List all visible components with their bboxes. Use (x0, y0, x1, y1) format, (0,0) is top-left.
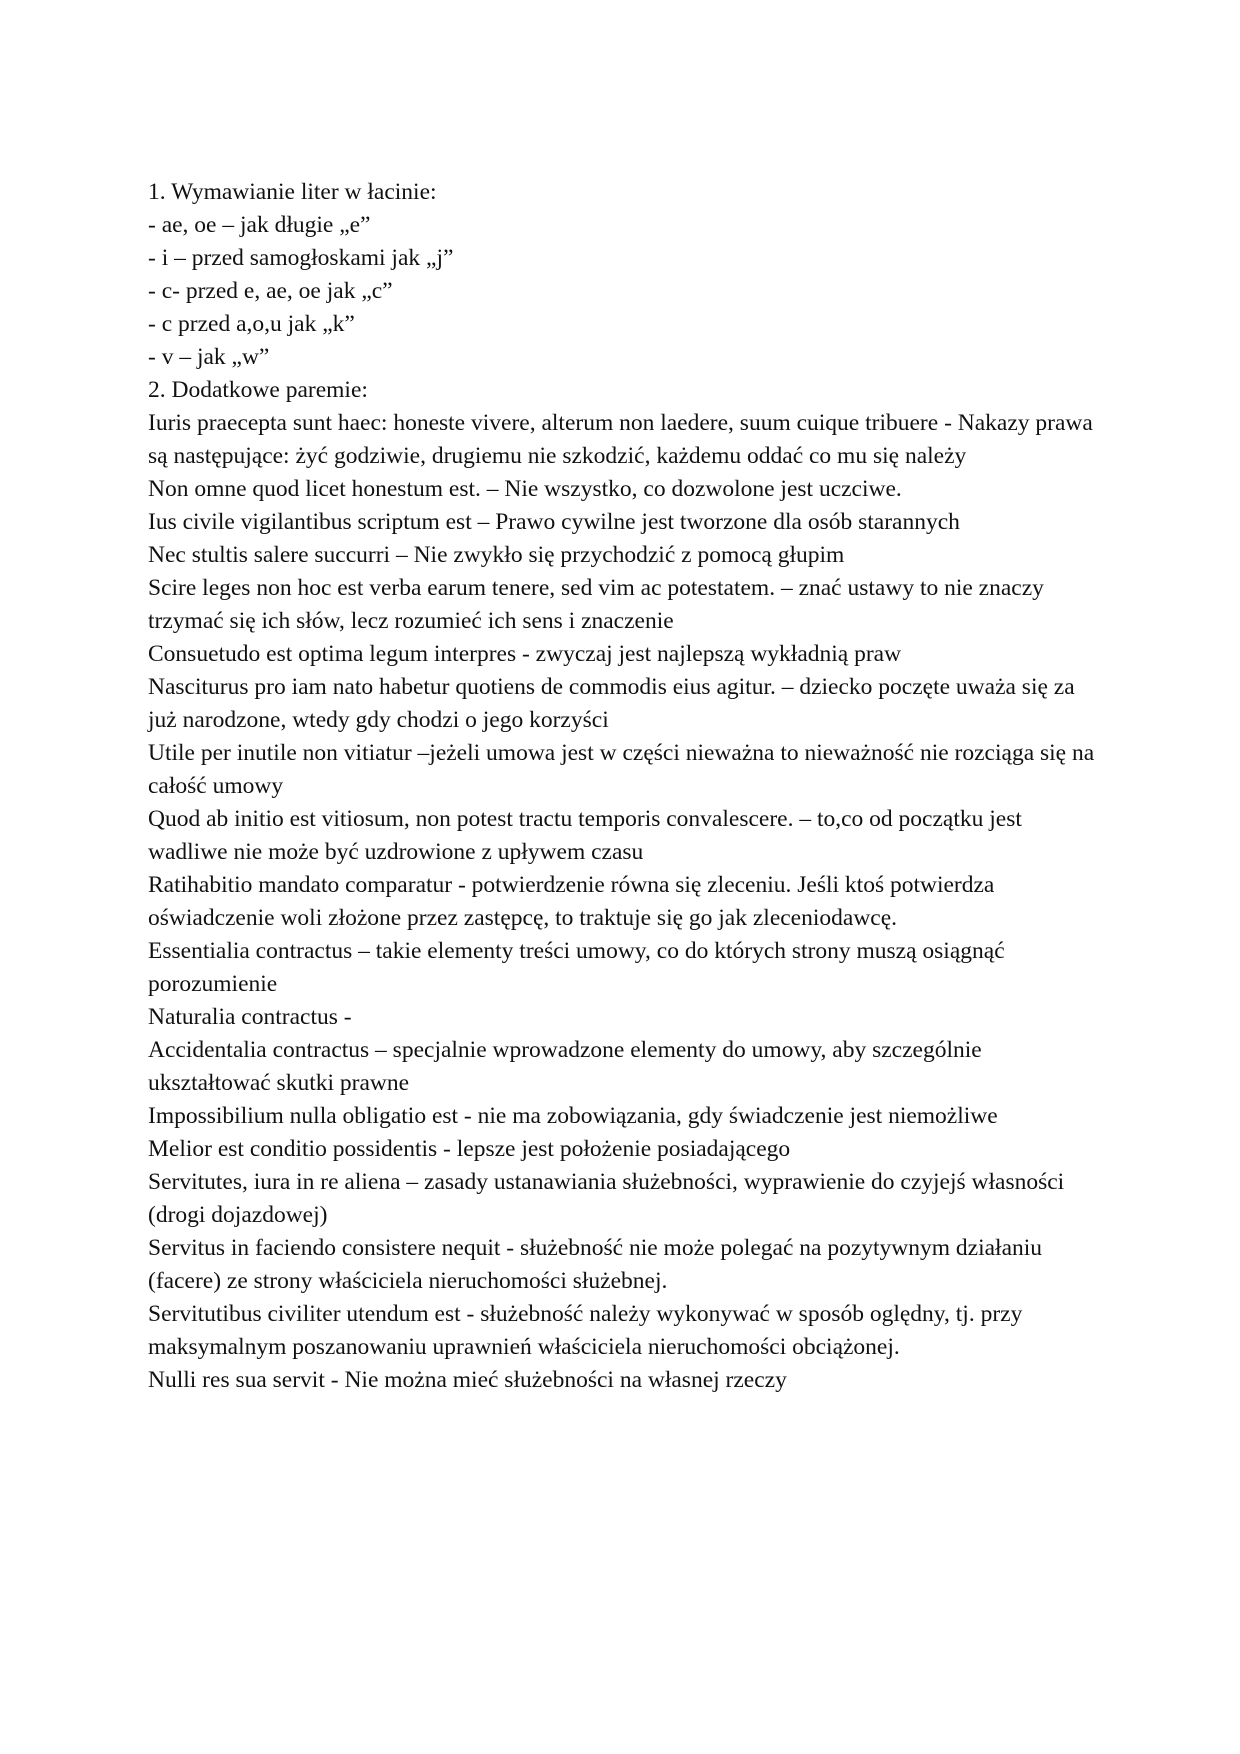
paremia-item: Servitus in faciendo consistere nequit - służebność nie może polegać na pozytywnym działaniu (facere) ze strony właściciela nieruchomości służebnej. (148, 1235, 1043, 1294)
document-body (148, 176, 1098, 1397)
paremia-item: Nulli res sua servit - Nie można mieć służebności na własnej rzeczy (148, 1367, 787, 1393)
paremia-item: Nasciturus pro iam nato habetur quotiens de commodis eius agitur. – dziecko poczęte uważa się za już narodzone, wtedy gdy chodzi o jego korzyści (148, 674, 1075, 733)
paremia-item: Quod ab initio est vitiosum, non potest tractu temporis convalescere. – to,co od początku jest wadliwe nie może być uzdrowione z upływem czasu (148, 806, 1022, 865)
paremia-item: Melior est conditio possidentis - lepsze jest położenie posiadającego (148, 1136, 791, 1162)
paremia-item: Servitutibus civiliter utendum est - służebność należy wykonywać w sposób oględny, tj. przy maksymalnym poszanowaniu uprawnień właściciela nieruchomości obciążonej. (148, 1301, 1023, 1360)
pronunciation-rule-c-soft: - c- przed e, ae, oe jak „c” (148, 278, 393, 304)
paremia-item: Servitutes, iura in re aliena – zasady ustanawiania służebności, wyprawienie do czyjejś własności (drogi dojazdowej) (148, 1169, 1065, 1228)
paremia-item: Scire leges non hoc est verba earum tenere, sed vim ac potestatem. – znać ustawy to nie znaczy trzymać się ich słów, lecz rozumieć ich sens i znaczenie (148, 575, 1044, 634)
paremia-item: Impossibilium nulla obligatio est - nie ma zobowiązania, gdy świadczenie jest niemożliwe (148, 1103, 998, 1129)
paremia-item: Ius civile vigilantibus scriptum est – Prawo cywilne jest tworzone dla osób starannych (148, 509, 960, 535)
paremia-item: Non omne quod licet honestum est. – Nie wszystko, co dozwolone jest uczciwe. (148, 476, 902, 502)
pronunciation-rule-ae-oe: - ae, oe – jak długie „e” (148, 212, 371, 238)
pronunciation-rule-v: - v – jak „w” (148, 344, 270, 370)
paremia-item: Utile per inutile non vitiatur –jeżeli umowa jest w części nieważna to nieważność nie rozciąga się na całość umowy (148, 740, 1095, 799)
pronunciation-rule-i: - i – przed samogłoskami jak „j” (148, 245, 454, 271)
paremia-item: Naturalia contractus - (148, 1004, 352, 1030)
paremia-item: Ratihabitio mandato comparatur - potwierdzenie równa się zleceniu. Jeśli ktoś potwierdza oświadczenie woli złożone przez zastępcę, to traktuje się go jak zleceniodawcę. (148, 872, 995, 931)
paremia-item: Nec stultis salere succurri – Nie zwykło się przychodzić z pomocą głupim (148, 542, 845, 568)
paremia-item: Iuris praecepta sunt haec: honeste vivere, alterum non laedere, suum cuique tribuere - Nakazy prawa są następujące: żyć godziwie, drugiemu nie szkodzić, każdemu oddać co mu się należy (148, 410, 1093, 469)
paremia-item: Accidentalia contractus – specjalnie wprowadzone elementy do umowy, aby szczególnie ukształtować skutki prawne (148, 1037, 982, 1096)
paremia-item: Essentialia contractus – takie elementy treści umowy, co do których strony muszą osiągnąć porozumienie (148, 938, 1005, 997)
section-2-title: 2. Dodatkowe paremie: (148, 377, 368, 403)
pronunciation-rule-c-hard: - c przed a,o,u jak „k” (148, 311, 355, 337)
paremia-item: Consuetudo est optima legum interpres - zwyczaj jest najlepszą wykładnią praw (148, 641, 902, 667)
section-1-title: 1. Wymawianie liter w łacinie: (148, 179, 437, 205)
